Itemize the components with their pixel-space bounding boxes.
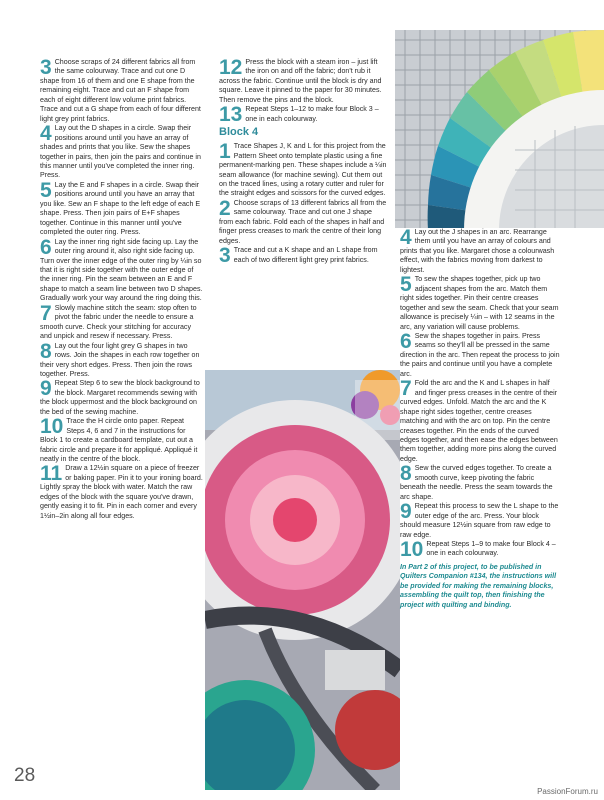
block4-step-4 — [400, 228, 560, 275]
step-number: 9 — [400, 500, 412, 524]
quilt-circle-photo — [205, 370, 400, 790]
step-text: Repeat this process to sew the L shape to the outer edge of the arc. Press. Your block should measure 12½in square from raw edge to raw edge. — [400, 502, 559, 539]
step-number: 13 — [219, 103, 243, 127]
step-number: 1 — [219, 140, 231, 164]
step-number: 4 — [400, 226, 412, 249]
step-number: 6 — [40, 235, 52, 259]
step-number: 2 — [219, 196, 231, 220]
block4-step-10 — [400, 537, 560, 561]
step-text: Press the block with a steam iron – just lift the iron on and off the fabric; don't rub it across the fabric. Continue until the block is dry and square. Leave it pinned to the paper for 30 minutes. Then remove the pins and the block. — [219, 58, 382, 104]
step-text: Repeat Steps 1–12 to make four Block 3 – one in each colourway. — [245, 105, 379, 123]
step-number: 7 — [40, 301, 52, 325]
step-number: 5 — [40, 178, 52, 202]
block4-step-2 — [219, 196, 387, 246]
block-4-heading: Block 4 — [219, 126, 259, 139]
step-5 — [40, 178, 204, 238]
step-number: 8 — [400, 462, 412, 486]
step-10 — [40, 417, 204, 464]
step-text: To sew the shapes together, pick up two adjacent shapes from the arc. Match them right sides together. Pin their centre creases together and sew the seam. Check that your seam allowance is precisely ¼in – with 12 seams in the arc, any variation will cause problems. — [400, 275, 559, 331]
column-1 — [40, 58, 204, 521]
step-number: 3 — [219, 244, 231, 268]
step-number: 4 — [40, 122, 52, 146]
step-text: Lay the E and F shapes in a circle. Swap their positions around until you have an array that you like. Sew an F shape to the left edge of each E shape. Press. Then join pairs of E+F shapes together. Continue in this manner until you've completed the outer ring. Press. — [40, 180, 201, 237]
step-number: 10 — [400, 537, 424, 561]
step-number: 10 — [40, 415, 64, 439]
step-11 — [40, 464, 204, 521]
step-text: Sew the shapes together in pairs. Press seams so they'll all be pressed in the same direction in the arc. Then repeat the process to join the pairs and continue until you have a complete arc. — [400, 331, 560, 378]
step-text: Choose scraps of 24 different fabrics all from the same colourway. Trace and cut one D shape from 16 of them and one E shape from the remaining eight. Trace and cut an F shape from each of eight different low volume print fabrics. Trace and cut a G shape from each of four different light grey print fabrics. — [40, 58, 201, 123]
block4-step-1 — [219, 142, 387, 199]
step-text: Lay out the J shapes in an arc. Rearrange them until you have an array of colours and prints that you like. Margaret chose a colourwash effect, with the fabrics moving from darkest to lightest. — [400, 228, 555, 274]
step-text: Trace Shapes J, K and L for this project from the Pattern Sheet onto template plastic using a fine permanent-marking pen. These shapes include a ¼in seam allowance (for machine sewing). Cut them out on the traced lines, using a rotary cutter and ruler for the straight edges and scissors for the curved edges. — [219, 142, 387, 198]
block4-step-8 — [400, 464, 560, 502]
step-number: 5 — [400, 273, 412, 297]
step-6 — [40, 235, 204, 304]
step-text: Trace and cut a K shape and an L shape from each of two different light grey print fabrics. — [233, 246, 378, 264]
step-number: 12 — [219, 56, 243, 79]
block4-step-5 — [400, 275, 560, 332]
quilt-arc-photo — [395, 30, 604, 230]
step-7 — [40, 301, 204, 342]
step-text: Fold the arc and the K and L shapes in half and finger press creases in the centre of their curved edges. Unfold. Match the arc and the K shape right sides together, centre creases matching and with the arc on top. Pin the centre creases together. Pin the ends of the curved edges together, and then ease the edges between them together, adding more pins along the curved edge. — [400, 379, 558, 463]
step-text: Choose scraps of 13 different fabrics all from the same colourway. Trace and cut one J shape from each fabric. Fold each of the shapes in half and finger press creases to mark the centre of their long edges. — [219, 198, 387, 245]
step-text: Slowly machine stitch the seam: stop often to pivot the fabric under the needle to ensure a smooth curve. Check your stitching for accuracy and unpick and resew if necessary. Press. — [40, 303, 197, 341]
step-text: Trace the H circle onto paper. Repeat Steps 4, 6 and 7 in the instructions for Block 1 to create a cardboard template, cut out a fabric circle and prepare it for appliqué. Appliqué it neatly in the centre of the block. — [40, 417, 198, 464]
column-2 — [219, 56, 387, 268]
step-text: Lay out the D shapes in a circle. Swap their positions around until you have an array of shades and prints that you like. Sew the shapes together in pairs, then join the pairs and continue in this manner until you've completed the inner ring. Press. — [40, 124, 201, 180]
step-number: 9 — [40, 377, 52, 401]
step-number: 6 — [400, 329, 412, 353]
block4-step-9 — [400, 502, 560, 540]
site-watermark: PassionForum.ru — [537, 787, 598, 796]
step-8 — [40, 339, 204, 380]
part-2-note: In Part 2 of this project, to be published in Quilters Companion #134, the instructions will be provided for making the remaining blocks, assembling the quilt top, then finishing the project with quilting and binding. — [400, 562, 557, 609]
block4-step-3 — [219, 244, 387, 268]
step-text: Repeat Steps 1–9 to make four Block 4 – one in each colourway. — [426, 539, 556, 558]
step-text: Lay out the four light grey G shapes in two rows. Join the shapes in each row together on their very short edges. Press. Then join the rows together. Press. — [40, 341, 200, 378]
block4-step-6 — [400, 329, 560, 379]
step-number: 7 — [400, 377, 412, 401]
step-text: Repeat Step 6 to sew the block background to the block. Margaret recommends sewing with the block uppermost and the block background on the bed of the sewing machine. — [40, 379, 200, 416]
step-text: Lay the inner ring right side facing up. Lay the outer ring around it, also right side facing up. Turn over the inner edge of the outer ring by ¼in so that it is right side together with the outer edge of the inner ring. Pin the seam between an E and F shape to match a seam line between two D shapes. Gradually work your way around the ring doing this. — [40, 237, 203, 303]
step-number: 3 — [40, 56, 52, 79]
step-text: Sew the curved edges together. To create a smooth curve, keep pivoting the fabric beneath the needle. Press the seam towards the arc shape. — [400, 464, 553, 501]
step-9 — [40, 379, 204, 417]
column-3 — [400, 228, 560, 617]
block4-step-7 — [400, 379, 560, 464]
page-number: 28 — [14, 765, 36, 786]
step-number: 8 — [40, 339, 52, 363]
step-3 — [40, 58, 204, 124]
step-13 — [219, 103, 387, 127]
step-4 — [40, 124, 204, 181]
step-number: 11 — [40, 462, 63, 486]
step-text: Draw a 12½in square on a piece of freezer or baking paper. Pin it to your ironing board. Lightly spray the block with water. Match the raw edges of the block with the square you've drawn, gently easing it to fit. Pin in each corner and every 1½in–2in along all four edges. — [40, 464, 203, 520]
step-12 — [219, 58, 387, 105]
